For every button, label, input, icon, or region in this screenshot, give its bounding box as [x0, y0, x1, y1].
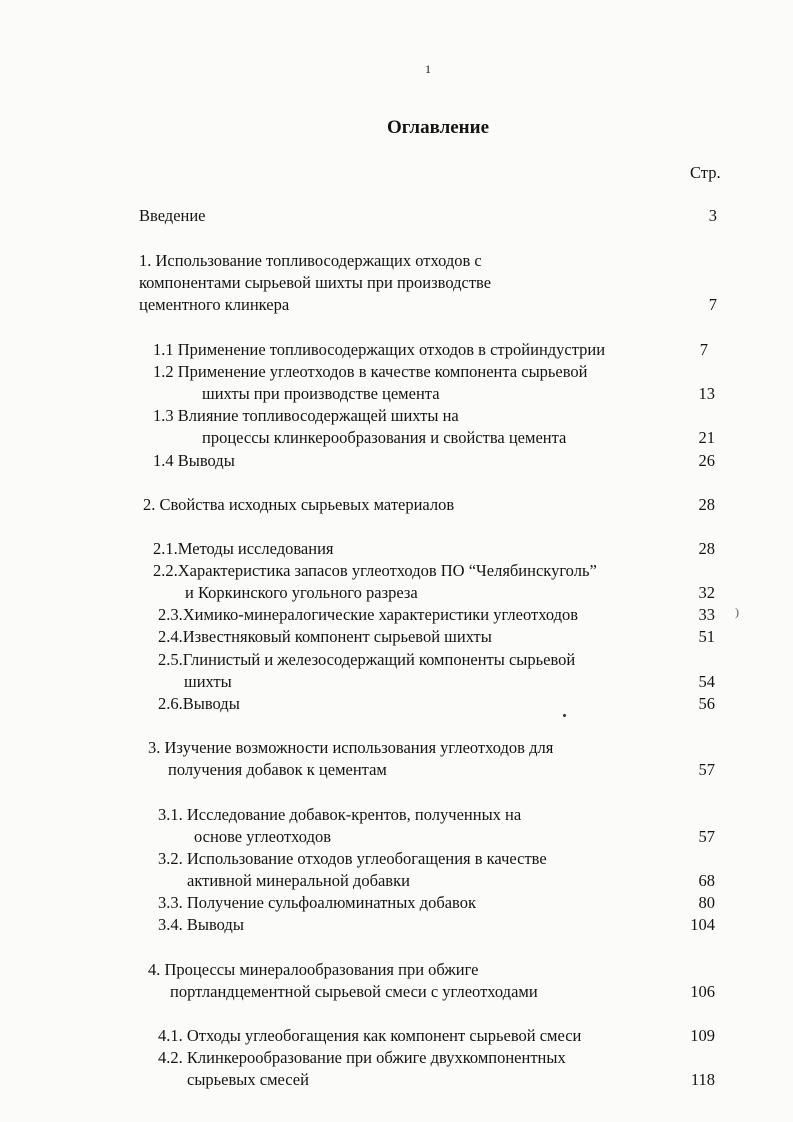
- toc-entry-page: 3: [708, 206, 717, 225]
- page-column-label: Стр.: [690, 163, 721, 182]
- toc-entry-text: 4. Процессы минералообразования при обжиге: [148, 960, 479, 979]
- toc-entry-page: 13: [698, 384, 715, 403]
- toc-entry-text: 2. Свойства исходных сырьевых материалов: [143, 495, 455, 514]
- toc-entry-text: 3.1. Исследование добавок-крентов, полученных на: [158, 805, 522, 824]
- toc-entry-text: и Коркинского угольного разреза: [185, 583, 418, 602]
- toc-entry-page: 28: [698, 495, 715, 514]
- toc-entry-page: 54: [698, 672, 715, 691]
- toc-entry-page: 68: [698, 871, 715, 890]
- page-number: 1: [425, 62, 431, 76]
- toc-entry-text: цементного клинкера: [139, 295, 290, 314]
- toc-entry-text: 2.5.Глинистый и железосодержащий компоненты сырьевой: [158, 650, 576, 669]
- toc-entry-page: 21: [698, 428, 715, 447]
- toc-entry-text: получения добавок к цементам: [168, 760, 387, 779]
- toc-entry-text: портландцементной сырьевой смеси с углеотходами: [170, 982, 538, 1001]
- toc-entry-page: 118: [690, 1070, 715, 1089]
- toc-entry-text: 2.1.Методы исследования: [153, 539, 334, 558]
- toc-entry-text: сырьевых смесей: [187, 1070, 309, 1089]
- toc-entry-text: шихты при производстве цемента: [202, 384, 440, 403]
- toc-entry-page: 106: [690, 982, 715, 1001]
- toc-entry-text: 1.2 Применение углеотходов в качестве компонента сырьевой: [153, 362, 588, 381]
- toc-entry-page: 104: [690, 915, 715, 934]
- toc-entry-text: 1. Использование топливосодержащих отходов с: [139, 251, 482, 270]
- toc-entry-page: 26: [698, 451, 715, 470]
- toc-entry-text: основе углеотходов: [194, 827, 332, 846]
- toc-entry-page: 56: [698, 694, 715, 713]
- toc-entry-text: 4.2. Клинкерообразование при обжиге двухкомпонентных: [158, 1048, 566, 1067]
- toc-entry-text: 2.2.Характеристика запасов углеотходов ПО “Челябинскуголь”: [153, 561, 597, 580]
- toc-entry-text: 3. Изучение возможности использования углеотходов для: [148, 738, 554, 757]
- toc-entry-text: 1.4 Выводы: [153, 451, 235, 470]
- toc-entry-page: 57: [698, 760, 715, 779]
- toc-entry-text: 2.4.Известняковый компонент сырьевой шихты: [158, 627, 492, 646]
- toc-entry-text: 4.1. Отходы углеобогащения как компонент сырьевой смеси: [158, 1026, 582, 1045]
- toc-entry-text: 3.2. Использование отходов углеобогащения в качестве: [158, 849, 547, 868]
- toc-entry-page: 80: [698, 893, 715, 912]
- toc-entry-page: 51: [698, 627, 715, 646]
- toc-entry-text: 2.6.Выводы: [158, 694, 240, 713]
- toc-entry-page: 7: [708, 295, 717, 314]
- toc-entry-text: 3.4. Выводы: [158, 915, 244, 934]
- toc-entry-page: 32: [698, 583, 715, 602]
- toc-entry-page: 33: [698, 605, 715, 624]
- toc-entry-text: 2.3.Химико-минералогические характеристики углеотходов: [158, 605, 579, 624]
- toc-entry-page: 7: [699, 340, 708, 359]
- scan-speck: [563, 714, 566, 717]
- toc-entry-page: 109: [690, 1026, 715, 1045]
- toc-entry-text: 1.3 Влияние топливосодержащей шихты на: [153, 406, 459, 425]
- toc-entry-text: 3.3. Получение сульфоалюминатных добавок: [158, 893, 476, 912]
- toc-entry-text: Введение: [139, 206, 206, 225]
- scan-speck: ): [735, 605, 739, 619]
- toc-entry-page: 28: [698, 539, 715, 558]
- toc-entry-text: активной минеральной добавки: [187, 871, 410, 890]
- toc-entry-text: шихты: [184, 672, 232, 691]
- toc-entry-page: 57: [698, 827, 715, 846]
- toc-entry-text: 1.1 Применение топливосодержащих отходов в стройиндустрии: [153, 340, 606, 359]
- toc-entry-text: компонентами сырьевой шихты при производстве: [139, 273, 492, 292]
- page-title: Оглавление: [386, 117, 490, 138]
- toc-entry-text: процессы клинкерообразования и свойства цемента: [202, 428, 567, 447]
